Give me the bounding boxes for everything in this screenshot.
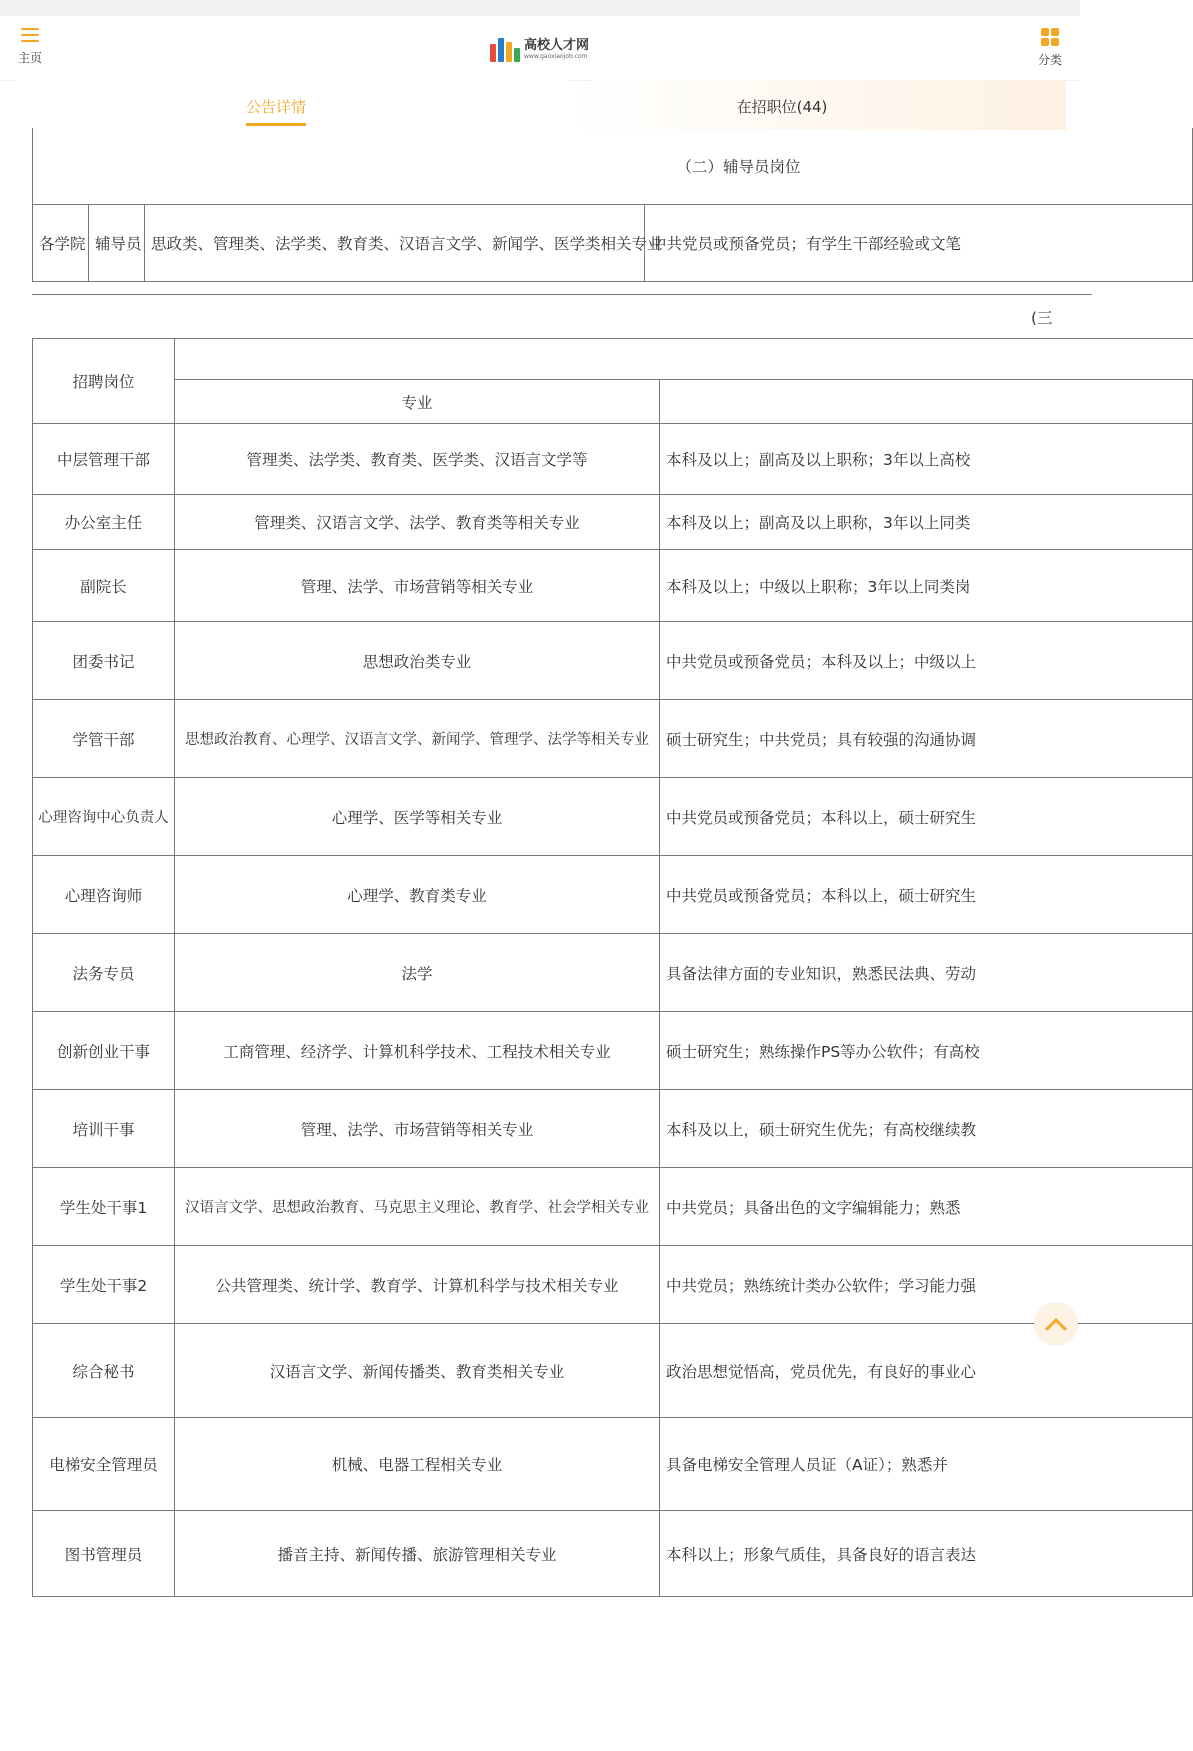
cell-requirement: 本科及以上；副高及以上职称；3年以上高校 [660, 424, 1193, 495]
cell-major: 汉语言文学、思想政治教育、马克思主义理论、教育学、社会学相关专业 [175, 1168, 660, 1246]
cell-requirement: 本科以上；形象气质佳，具备良好的语言表达 [660, 1511, 1193, 1597]
scroll-to-top-button[interactable] [1034, 1302, 1078, 1346]
cell-position: 心理咨询师 [33, 856, 175, 934]
table-row [33, 1090, 1193, 1168]
counselor-table [32, 128, 1193, 282]
cell-position: 学生处干事2 [33, 1246, 175, 1324]
cell-major: 机械、电器工程相关专业 [175, 1418, 660, 1511]
cell-requirement: 中共党员；具备出色的文字编辑能力；熟悉 [660, 1168, 1193, 1246]
cell-position: 副院长 [33, 550, 175, 622]
cell-requirement: 本科及以上；中级以上职称；3年以上同类岗 [660, 550, 1193, 622]
cell-major: 公共管理类、统计学、教育学、计算机科学与技术相关专业 [175, 1246, 660, 1324]
cell-requirement: 硕士研究生；熟练操作PS等办公软件；有高校 [660, 1012, 1193, 1090]
cell-position: 办公室主任 [33, 495, 175, 550]
cell-requirement: 中共党员或预备党员；本科以上，硕士研究生 [660, 856, 1193, 934]
cell-major: 管理类、法学类、教育类、医学类、汉语言文学等 [175, 424, 660, 495]
tab-announcement-detail-label: 公告详情 [246, 96, 306, 126]
cell-position: 心理咨询中心负责人 [33, 778, 175, 856]
cell-position: 图书管理员 [33, 1511, 175, 1597]
category-label: 分类 [1037, 53, 1062, 67]
menu-icon [21, 28, 39, 44]
cell-requirement: 政治思想觉悟高，党员优先，有良好的事业心 [660, 1324, 1193, 1418]
logo-text: 高校人才网 [524, 37, 590, 53]
tab-announcement-detail[interactable] [14, 80, 568, 130]
header-major: 专业 [175, 380, 660, 424]
section3-title-text: (三 [1031, 309, 1053, 327]
cell-major: 心理学、教育类专业 [175, 856, 660, 934]
cell-position: 培训干事 [33, 1090, 175, 1168]
cell-major: 汉语言文学、新闻传播类、教育类相关专业 [175, 1324, 660, 1418]
chevron-up-icon [1045, 1317, 1067, 1331]
app-header [0, 16, 1080, 81]
cell-requirement: 本科及以上；副高及以上职称，3年以上同类 [660, 495, 1193, 550]
table-row [33, 1511, 1193, 1597]
table-row [33, 1418, 1193, 1511]
cell-requirement: 本科及以上，硕士研究生优先；有高校继续教 [660, 1090, 1193, 1168]
cell-requirement: 中共党员或预备党员；本科以上，硕士研究生 [660, 778, 1193, 856]
cell-major: 工商管理、经济学、计算机科学技术、工程技术相关专业 [175, 1012, 660, 1090]
tab-open-positions[interactable] [568, 80, 1066, 130]
cell-major: 思想政治类专业 [175, 622, 660, 700]
home-nav-button[interactable] [12, 28, 48, 66]
cell-requirement: 具备法律方面的专业知识，熟悉民法典、劳动 [660, 934, 1193, 1012]
cell-position: 电梯安全管理员 [33, 1418, 175, 1511]
table-cell: 思政类、管理类、法学类、教育类、汉语言文学、新闻学、医学类相关专业 [145, 205, 645, 282]
cell-position: 学生处干事1 [33, 1168, 175, 1246]
table-row [33, 205, 1193, 282]
table-row [33, 778, 1193, 856]
cell-requirement: 中共党员；熟练统计类办公软件；学习能力强 [660, 1246, 1193, 1324]
table-row [33, 424, 1193, 495]
cell-position: 综合秘书 [33, 1324, 175, 1418]
category-nav-button[interactable] [1032, 28, 1068, 68]
table-row [33, 700, 1193, 778]
table-cell: 各学院 [33, 205, 89, 282]
table-row [33, 856, 1193, 934]
table-row [33, 1324, 1193, 1418]
table-row [33, 495, 1193, 550]
logo-url: www.gaoxiaojob.com [524, 52, 588, 60]
table-cell: 辅导员 [89, 205, 145, 282]
home-label: 主页 [17, 51, 42, 65]
positions-table [32, 338, 1193, 1597]
cell-requirement: 中共党员或预备党员；本科及以上；中级以上 [660, 622, 1193, 700]
section2-title: （二）辅导员岗位 [89, 128, 1193, 205]
cell-position: 中层管理干部 [33, 424, 175, 495]
cell-position: 团委书记 [33, 622, 175, 700]
header-position: 招聘岗位 [33, 339, 175, 424]
cell-major: 心理学、医学等相关专业 [175, 778, 660, 856]
cell-major: 管理类、汉语言文学、法学、教育类等相关专业 [175, 495, 660, 550]
table-row [33, 622, 1193, 700]
cell-major: 思想政治教育、心理学、汉语言文学、新闻学、管理学、法学等相关专业 [175, 700, 660, 778]
site-logo[interactable] [490, 34, 600, 64]
cell-position: 创新创业干事 [33, 1012, 175, 1090]
cell-position: 学管干部 [33, 700, 175, 778]
table-row [33, 934, 1193, 1012]
cell-major: 管理、法学、市场营销等相关专业 [175, 550, 660, 622]
status-bar [0, 0, 1080, 16]
books-logo-icon [490, 36, 520, 62]
section3-title [32, 294, 1092, 339]
table-cell: 中共党员或预备党员；有学生干部经验或文笔 [645, 205, 1193, 282]
cell-position: 法务专员 [33, 934, 175, 1012]
grid-icon [1041, 28, 1059, 46]
table-row [33, 1168, 1193, 1246]
cell-requirement: 具备电梯安全管理人员证（A证）；熟悉并 [660, 1418, 1193, 1511]
cell-major: 播音主持、新闻传播、旅游管理相关专业 [175, 1511, 660, 1597]
tab-open-positions-label: 在招职位(44) [736, 98, 828, 116]
announcement-content[interactable] [32, 130, 1053, 1751]
table-row [33, 1246, 1193, 1324]
cell-major: 管理、法学、市场营销等相关专业 [175, 1090, 660, 1168]
tab-bar [14, 80, 1066, 130]
table-row [33, 550, 1193, 622]
cell-requirement: 硕士研究生；中共党员；具有较强的沟通协调 [660, 700, 1193, 778]
cell-major: 法学 [175, 934, 660, 1012]
table-row [33, 1012, 1193, 1090]
